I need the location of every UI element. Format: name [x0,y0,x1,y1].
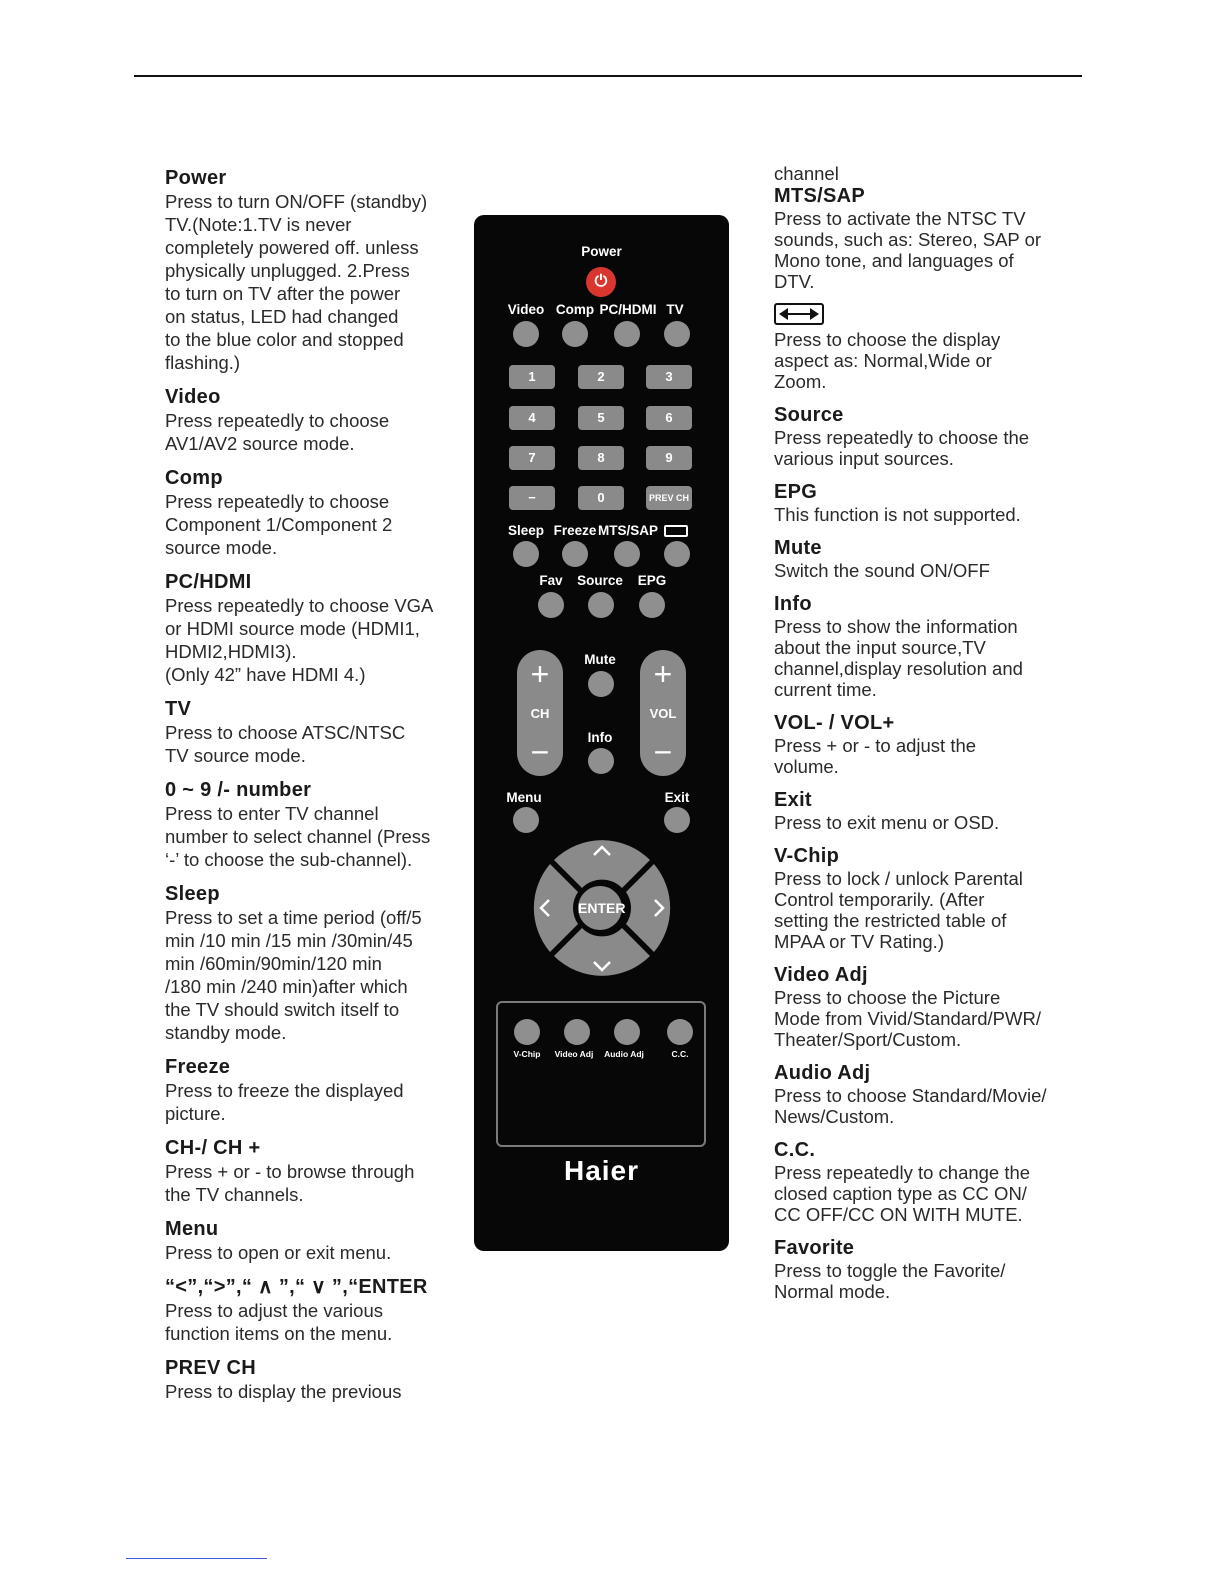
description-line: Theater/Sport/Custom. [774,1029,962,1050]
description-line: standby mode. [165,1022,287,1043]
exit-button[interactable] [664,807,690,833]
description-line: closed caption type as CC ON/ [774,1183,1027,1204]
entry-description [165,594,450,686]
description-entry [165,1136,450,1206]
description-line: ‘-’ to choose the sub-channel). [165,849,413,870]
ch-minus-label: − [530,734,550,770]
entry-description [165,1299,450,1345]
number-button-0[interactable]: 0 [578,486,624,510]
description-entry [165,1356,450,1403]
cc-button[interactable] [667,1019,693,1045]
aspect-description [774,329,1064,392]
description-line: (Only 42” have HDMI 4.) [165,664,366,685]
menu-button[interactable] [513,807,539,833]
mute-label: Mute [584,652,616,667]
description-line: Press repeatedly to choose VGA [165,595,434,616]
description-line: min /10 min /15 min /30min/45 [165,930,413,951]
description-line: News/Custom. [774,1106,895,1127]
mts-sap-button[interactable] [614,541,640,567]
description-entry [774,1236,1064,1302]
vol-minus-label: − [653,734,673,770]
description-line: Press to toggle the Favorite/ [774,1260,1006,1281]
entry-title: PREV CH [165,1357,257,1379]
description-line: completely powered off. unless [165,237,419,258]
number-button-7[interactable]: 7 [509,446,555,470]
fav-button[interactable] [538,592,564,618]
number-button-2[interactable]: 2 [578,365,624,389]
vol-plus-label: + [653,656,673,692]
pchdmi-button[interactable] [614,321,640,347]
entry-title: EPG [774,481,818,503]
power-button[interactable]: ⏻ [586,267,616,297]
description-entry [774,788,1064,833]
description-line: Switch the sound ON/OFF [774,560,990,581]
entry-description [165,409,450,455]
description-entry [774,536,1064,581]
description-line: Control temporarily. (After [774,889,985,910]
entry-description [165,721,450,767]
entry-title: 0 ~ 9 /- number [165,779,312,801]
enter-button[interactable]: ENTER [578,886,622,930]
entry-title: Menu [165,1218,219,1240]
power-label: Power [581,244,622,259]
channel-rocker[interactable] [517,650,563,776]
description-entry [774,184,1064,292]
entry-title: Info [774,593,812,615]
entry-title: MTS/SAP [774,185,865,207]
description-line: Normal mode. [774,1281,891,1302]
number-button-5[interactable]: 5 [578,406,624,430]
entry-description [774,208,1064,292]
epg-label: EPG [637,573,667,588]
exit-label: Exit [664,790,690,805]
description-entry [165,778,450,871]
description-line: CC OFF/CC ON WITH MUTE. [774,1204,1023,1225]
description-line: Press repeatedly to change the [774,1162,1031,1183]
description-line: the TV should switch itself to [165,999,400,1020]
entry-title: Freeze [165,1056,231,1078]
info-label: Info [587,730,613,745]
description-line: /180 min /240 min)after which [165,976,408,997]
epg-button[interactable] [639,592,665,618]
entry-description [165,490,450,559]
description-entry [165,385,450,455]
description-line: Press to turn ON/OFF (standby) [165,191,428,212]
freeze-button[interactable] [562,541,588,567]
entry-title: VOL- / VOL+ [774,712,895,734]
description-line: Mono tone, and languages of [774,250,1014,271]
header-rule [134,75,1082,77]
description-line: min /60min/90min/120 min [165,953,382,974]
entry-description [774,1085,1064,1127]
description-line: Press + or - to adjust the [774,735,977,756]
video-adj-button[interactable] [564,1019,590,1045]
mute-button[interactable] [588,671,614,697]
entry-description [774,868,1064,952]
entry-description [165,1079,450,1125]
sleep-label: Sleep [507,523,545,538]
description-line: Press to choose the Picture [774,987,1001,1008]
description-line: Press to choose Standard/Movie/ [774,1085,1047,1106]
tv-label: TV [666,302,684,317]
v-chip-button[interactable] [514,1019,540,1045]
description-line: Press to set a time period (off/5 [165,907,422,928]
description-line: Press to choose the display [774,329,1001,350]
entry-title: Favorite [774,1237,855,1259]
description-line: various input sources. [774,448,954,469]
description-line: AV1/AV2 source mode. [165,433,355,454]
source-button[interactable] [588,592,614,618]
description-line: Press to open or exit menu. [165,1242,392,1263]
description-line: volume. [774,756,839,777]
brand-logo: Haier [563,1155,640,1186]
tv-button[interactable] [664,321,690,347]
entry-description [165,1241,450,1264]
pchdmi-label: PC/HDMI [599,302,657,317]
entry-description [774,735,1064,777]
entry-title: Audio Adj [774,1062,871,1084]
entry-title: Comp [165,467,223,489]
entry-description [774,427,1064,469]
info-button[interactable] [588,748,614,774]
description-line: current time. [774,679,877,700]
ch-plus-label: + [530,656,550,692]
right-description-column [774,163,1064,1313]
description-line: Press to freeze the displayed [165,1080,404,1101]
description-line: Press + or - to browse through [165,1161,415,1182]
comp-button[interactable] [562,321,588,347]
left-description-column [165,166,450,1414]
description-line: Press to activate the NTSC TV [774,208,1026,229]
description-entry [165,697,450,767]
description-line: function items on the menu. [165,1323,393,1344]
remote-control [474,215,729,1251]
description-entry [774,403,1064,469]
video-adj-label: Video Adj [554,1049,594,1059]
entry-title: PC/HDMI [165,571,252,593]
number-button-1[interactable]: 1 [509,365,555,389]
description-line: Press to lock / unlock Parental [774,868,1023,889]
description-entry [165,1055,450,1125]
description-line: the TV channels. [165,1184,304,1205]
ch-label: CH [530,706,550,721]
description-line: DTV. [774,271,815,292]
menu-label: Menu [506,790,542,805]
description-line: about the input source,TV [774,637,986,658]
entry-description [165,1380,450,1403]
freeze-label: Freeze [553,523,597,538]
description-entry [165,1217,450,1264]
mts-sap-label: MTS/SAP [598,523,659,538]
aspect-button[interactable] [664,541,690,567]
description-line: MPAA or TV Rating.) [774,931,944,952]
description-line: Press to choose ATSC/NTSC [165,722,406,743]
entry-title: CH-/ CH + [165,1137,261,1159]
description-line: HDMI2,HDMI3). [165,641,297,662]
description-line: source mode. [165,537,278,558]
entry-title: Sleep [165,883,220,905]
description-line: or HDMI source mode (HDMI1, [165,618,420,639]
description-line: to the blue color and stopped [165,329,404,350]
dash-button[interactable]: − [509,486,555,510]
description-line: flashing.) [165,352,241,373]
comp-label: Comp [555,302,595,317]
entry-title: Source [774,404,844,426]
video-label: Video [507,302,545,317]
entry-description [774,1162,1064,1225]
entry-description [165,906,450,1044]
entry-title: Mute [774,537,822,559]
entry-title: V-Chip [774,845,840,867]
entry-description [774,987,1064,1050]
entry-description [774,812,1064,833]
description-entry [165,466,450,559]
description-line: Component 1/Component 2 [165,514,393,535]
description-line: Press to exit menu or OSD. [774,812,1000,833]
description-entry [774,711,1064,777]
description-line: to turn on TV after the power [165,283,401,304]
description-line: Press repeatedly to choose [165,410,390,431]
description-line: Press to adjust the various [165,1300,383,1321]
description-entry [774,592,1064,700]
video-button[interactable] [513,321,539,347]
entry-title: Power [165,167,227,189]
bottom-button-panel [496,1001,706,1147]
continued-text: channel [774,163,839,184]
description-entry [165,570,450,686]
entry-title: C.C. [774,1139,816,1161]
description-entry [774,1061,1064,1127]
description-line: TV source mode. [165,745,306,766]
description-line: physically unplugged. 2.Press [165,260,410,281]
entry-title: Exit [774,789,812,811]
entry-title: Video Adj [774,964,868,986]
description-line: Press repeatedly to choose the [774,427,1030,448]
entry-title: Video [165,386,221,408]
audio-adj-label: Audio Adj [604,1049,644,1059]
source-label: Source [577,573,623,588]
entry-description [774,504,1064,525]
prev-ch-button[interactable]: PREV CH [646,486,692,510]
description-line: Press to show the information [774,616,1018,637]
description-line: Press to enter TV channel [165,803,379,824]
entry-description [774,560,1064,581]
vol-label: VOL [649,706,677,721]
entry-description [774,1260,1064,1302]
entry-title: “<”,“>”,“ ∧ ”,“ ∨ ”,“ENTER [165,1276,428,1298]
description-line: channel,display resolution and [774,658,1023,679]
audio-adj-button[interactable] [614,1019,640,1045]
description-entry [165,166,450,374]
description-entry [774,963,1064,1050]
description-line: aspect as: Normal,Wide or [774,350,992,371]
description-line: Mode from Vivid/Standard/PWR/ [774,1008,1041,1029]
description-line: This function is not supported. [774,504,1021,525]
description-line: Press repeatedly to choose [165,491,390,512]
description-line: sounds, such as: Stereo, SAP or [774,229,1042,250]
description-line: Press to display the previous [165,1381,402,1402]
sleep-button[interactable] [513,541,539,567]
description-entry [165,882,450,1044]
aspect-entry [774,329,1064,392]
entry-description [774,616,1064,700]
description-line: number to select channel (Press [165,826,431,847]
number-button-4[interactable]: 4 [509,406,555,430]
fav-label: Fav [539,573,563,588]
aspect-label-icon [664,525,688,537]
footer-link-rule [126,1558,267,1559]
description-line: setting the restricted table of [774,910,1007,931]
entry-description [165,802,450,871]
description-entry [774,480,1064,525]
entry-description [165,190,450,374]
number-button-8[interactable]: 8 [578,446,624,470]
description-line: TV.(Note:1.TV is never [165,214,352,235]
number-button-3[interactable]: 3 [646,365,692,389]
description-entry [774,844,1064,952]
number-button-9[interactable]: 9 [646,446,692,470]
description-line: on status, LED had changed [165,306,399,327]
description-line: Zoom. [774,371,827,392]
description-line: picture. [165,1103,226,1124]
volume-rocker[interactable] [640,650,686,776]
wide-arrow-icon [774,303,824,325]
number-button-6[interactable]: 6 [646,406,692,430]
description-entry [165,1275,450,1345]
v-chip-label: V-Chip [513,1049,541,1059]
entry-description [165,1160,450,1206]
description-entry [774,1138,1064,1225]
entry-title: TV [165,698,192,720]
cc-label: C.C. [671,1049,689,1059]
